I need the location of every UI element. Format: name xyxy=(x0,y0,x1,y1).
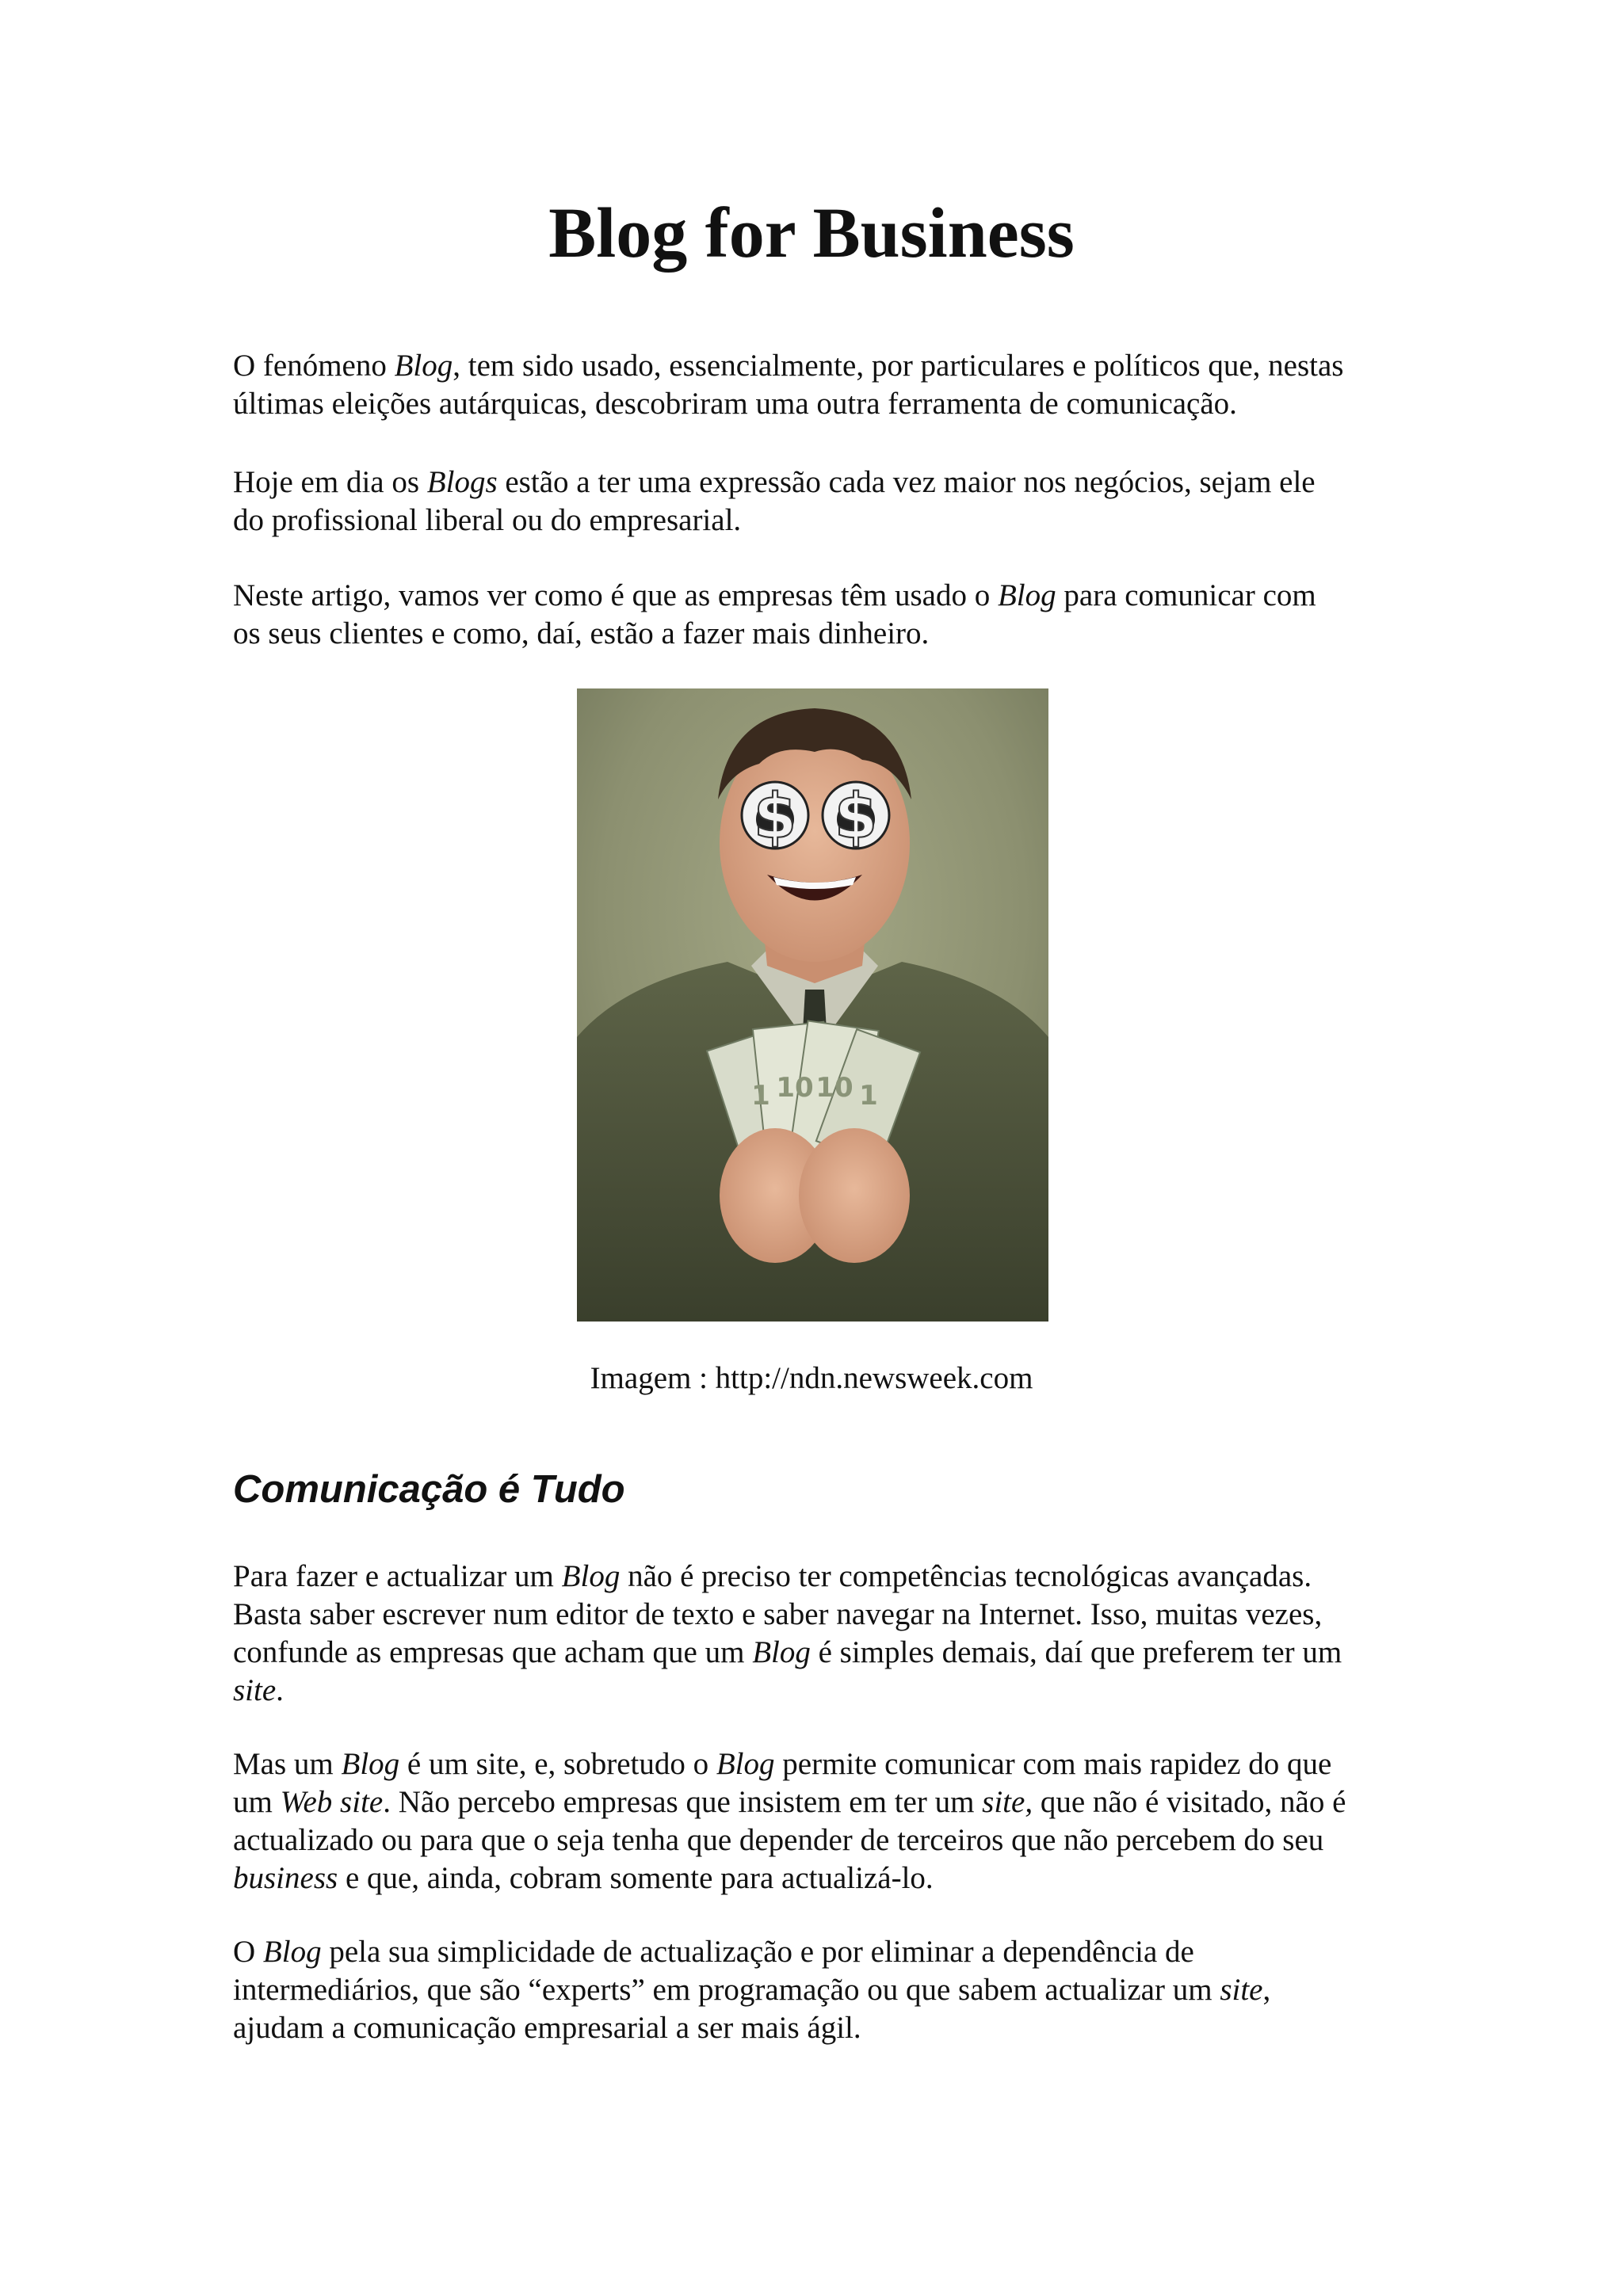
intro-paragraph-2 xyxy=(233,463,1422,540)
text-run: é um site, e, sobretudo o xyxy=(399,1747,716,1781)
italic-term: site xyxy=(233,1673,277,1707)
text-line xyxy=(233,1745,1422,1783)
italic-term: Blogs xyxy=(426,465,498,499)
text-line xyxy=(233,1859,1422,1897)
text-line xyxy=(233,502,1422,540)
text-run: Basta saber escrever num editor de texto e saber navegar na Internet. Isso, muitas vezes, xyxy=(233,1597,1323,1631)
italic-term: Blog xyxy=(262,1935,322,1969)
svg-text:$: $ xyxy=(753,781,797,852)
italic-term: Blog xyxy=(752,1635,811,1669)
text-line xyxy=(233,1672,1422,1710)
italic-term: site xyxy=(1220,1973,1263,2007)
text-run: Mas um xyxy=(233,1747,342,1781)
text-line xyxy=(233,1596,1422,1634)
text-line xyxy=(233,463,1422,502)
svg-text:1: 1 xyxy=(859,1080,878,1112)
text-line xyxy=(233,1933,1422,1971)
text-run: e que, ainda, cobram somente para actualizá-lo. xyxy=(338,1861,934,1895)
text-line xyxy=(233,1783,1422,1821)
text-run: ajudam a comunicação empresarial a ser mais ágil. xyxy=(233,2011,861,2045)
italic-term: Blog xyxy=(341,1747,400,1781)
text-run: actualizado ou para que o seja tenha que depender de terceiros que não percebem do seu xyxy=(233,1823,1324,1857)
italic-term: Blog xyxy=(394,349,453,383)
text-run: , xyxy=(1262,1973,1271,2007)
text-line xyxy=(233,385,1422,423)
italic-term: business xyxy=(233,1861,338,1895)
text-run: estão a ter uma expressão cada vez maior nos negócios, sejam ele xyxy=(497,465,1316,499)
intro-paragraph-3 xyxy=(233,577,1422,653)
text-run: . Não percebo empresas que insistem em ter um xyxy=(383,1785,983,1819)
text-line xyxy=(233,615,1422,653)
text-line xyxy=(233,1821,1422,1859)
text-run: últimas eleições autárquicas, descobriram uma outra ferramenta de comunicação. xyxy=(233,387,1237,421)
italic-term: site, xyxy=(982,1785,1033,1819)
section-heading: Comunicação é Tudo xyxy=(233,1468,625,1511)
text-line xyxy=(233,1971,1422,2009)
text-line xyxy=(233,1558,1422,1596)
text-run: O xyxy=(233,1935,263,1969)
text-run: não é preciso ter competências tecnológicas avançadas. xyxy=(620,1559,1312,1593)
section-paragraph-3 xyxy=(233,1933,1422,2047)
text-run: um xyxy=(233,1785,281,1819)
italic-term: Web site xyxy=(280,1785,384,1819)
text-run: permite comunicar com mais rapidez do que xyxy=(774,1747,1332,1781)
text-run: . xyxy=(276,1673,284,1707)
italic-term: Blog xyxy=(997,578,1056,612)
svg-text:10: 10 xyxy=(776,1072,814,1104)
italic-term: Blog xyxy=(561,1559,621,1593)
text-run: Para fazer e actualizar um xyxy=(233,1559,562,1593)
image-caption: Imagem : http://ndn.newsweek.com xyxy=(590,1361,1033,1395)
svg-text:10: 10 xyxy=(815,1072,854,1104)
page-title: Blog for Business xyxy=(548,194,1075,273)
italic-term: Blog xyxy=(716,1747,775,1781)
intro-paragraph-1 xyxy=(233,347,1422,423)
text-run: Hoje em dia os xyxy=(233,465,427,499)
text-run: confunde as empresas que acham que um xyxy=(233,1635,753,1669)
svg-text:1: 1 xyxy=(751,1080,770,1112)
text-run: para comunicar com xyxy=(1056,578,1316,612)
section-paragraph-2 xyxy=(233,1745,1422,1897)
text-run: intermediários, que são “experts” em programação ou que sabem actualizar um xyxy=(233,1973,1220,2007)
text-run: é simples demais, daí que preferem ter um xyxy=(810,1635,1342,1669)
svg-text:$: $ xyxy=(834,781,878,852)
text-line xyxy=(233,1634,1422,1672)
text-run: Neste artigo, vamos ver como é que as empresas têm usado o xyxy=(233,578,998,612)
text-run: , tem sido usado, essencialmente, por particulares e políticos que, nestas xyxy=(453,349,1344,383)
text-line xyxy=(233,2009,1422,2047)
text-run: do profissional liberal ou do empresarial. xyxy=(233,503,742,537)
text-run: pela sua simplicidade de actualização e por eliminar a dependência de xyxy=(321,1935,1194,1969)
businessman-photo xyxy=(577,688,1048,1322)
text-line xyxy=(233,577,1422,615)
text-line xyxy=(233,347,1422,385)
text-run: O fenómeno xyxy=(233,349,395,383)
text-run: que não é visitado, não é xyxy=(1033,1785,1346,1819)
text-run: os seus clientes e como, daí, estão a fazer mais dinheiro. xyxy=(233,616,930,650)
section-paragraph-1 xyxy=(233,1558,1422,1710)
